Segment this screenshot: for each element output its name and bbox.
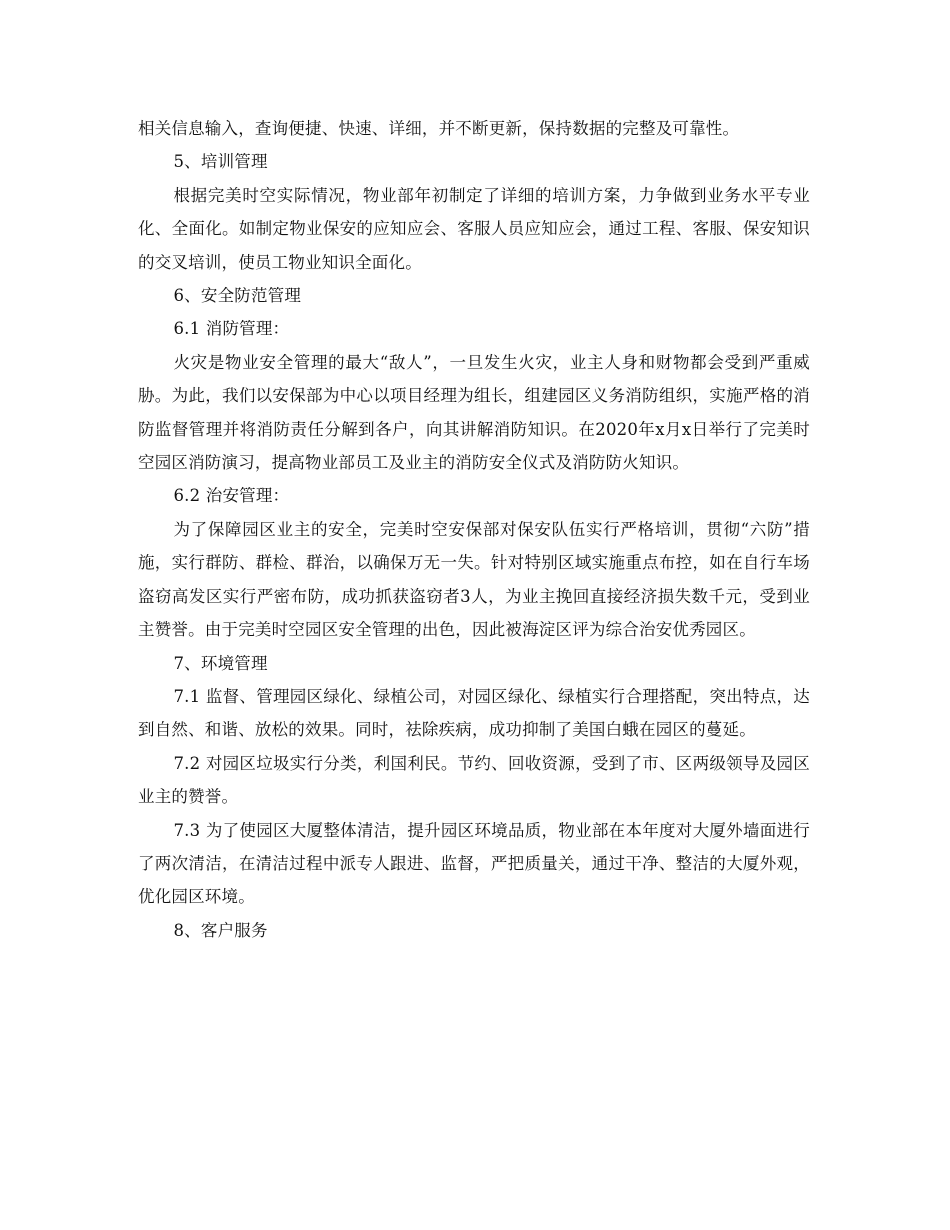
paragraph-training: 根据完美时空实际情况，物业部年初制定了详细的培训方案，力争做到业务水平专业化、全面化。如制定物业保安的应知应会、客服人员应知应会，通过工程、客服、保安知识的交叉培训，使员工物业知识全面化。 — [138, 185, 810, 272]
paragraph-public-security: 为了保障园区业主的安全，完美时空安保部对保安队伍实行严格培训，贯彻“六防”措施，实行群防、群检、群治，以确保万无一失。针对特别区域实施重点布控，如在自行车场盗窃高发区实行严密布防，成功抓获盗窃者3人，为业主挽回直接经济损失数千元，受到业主赞誉。由于完美时空园区安全管理的出色，因此被海淀区评为综合治安优秀园区。 — [138, 519, 810, 640]
paragraph-environment-waste: 7.2 对园区垃圾实行分类，利国利民。节约、回收资源，受到了市、区两级领导及园区业主的赞誉。 — [138, 753, 810, 807]
paragraph-environment-cleaning: 7.3 为了使园区大厦整体清洁，提升园区环境品质，物业部在本年度对大厦外墙面进行了两次清洁，在清洁过程中派专人跟进、监督，严把质量关，通过干净、整洁的大厦外观，优化园区环境。 — [138, 820, 810, 907]
heading-public-security: 6.2 治安管理： — [173, 486, 290, 506]
paragraph-fire-management: 火灾是物业安全管理的最大“敌人”，一旦发生火灾，业主人身和财物都会受到严重威胁。为此，我们以安保部为中心以项目经理为组长，组建园区义务消防组织，实施严格的消防监督管理并将消防责任分解到各户，向其讲解消防知识。在2020年x月x日举行了完美时空园区消防演习，提高物业部员工及业主的消防安全仪式及消防防火知识。 — [138, 352, 810, 473]
heading-fire-management: 6.1 消防管理： — [173, 319, 290, 339]
paragraph-environment-greening: 7.1 监督、管理园区绿化、绿植公司，对园区绿化、绿植实行合理搭配，突出特点，达到自然、和谐、放松的效果。同时，祛除疾病，成功抑制了美国白蛾在园区的蔓延。 — [138, 686, 810, 740]
heading-environment: 7、环境管理 — [173, 653, 268, 673]
paragraph-data-intro: 相关信息输入，查询便捷、快速、详细，并不断更新，保持数据的完整及可靠性。 — [138, 119, 740, 138]
heading-training: 5、培训管理 — [173, 152, 268, 172]
heading-customer-service: 8、客户服务 — [173, 920, 268, 940]
document-body — [138, 112, 810, 947]
heading-security: 6、安全防范管理 — [173, 286, 302, 306]
